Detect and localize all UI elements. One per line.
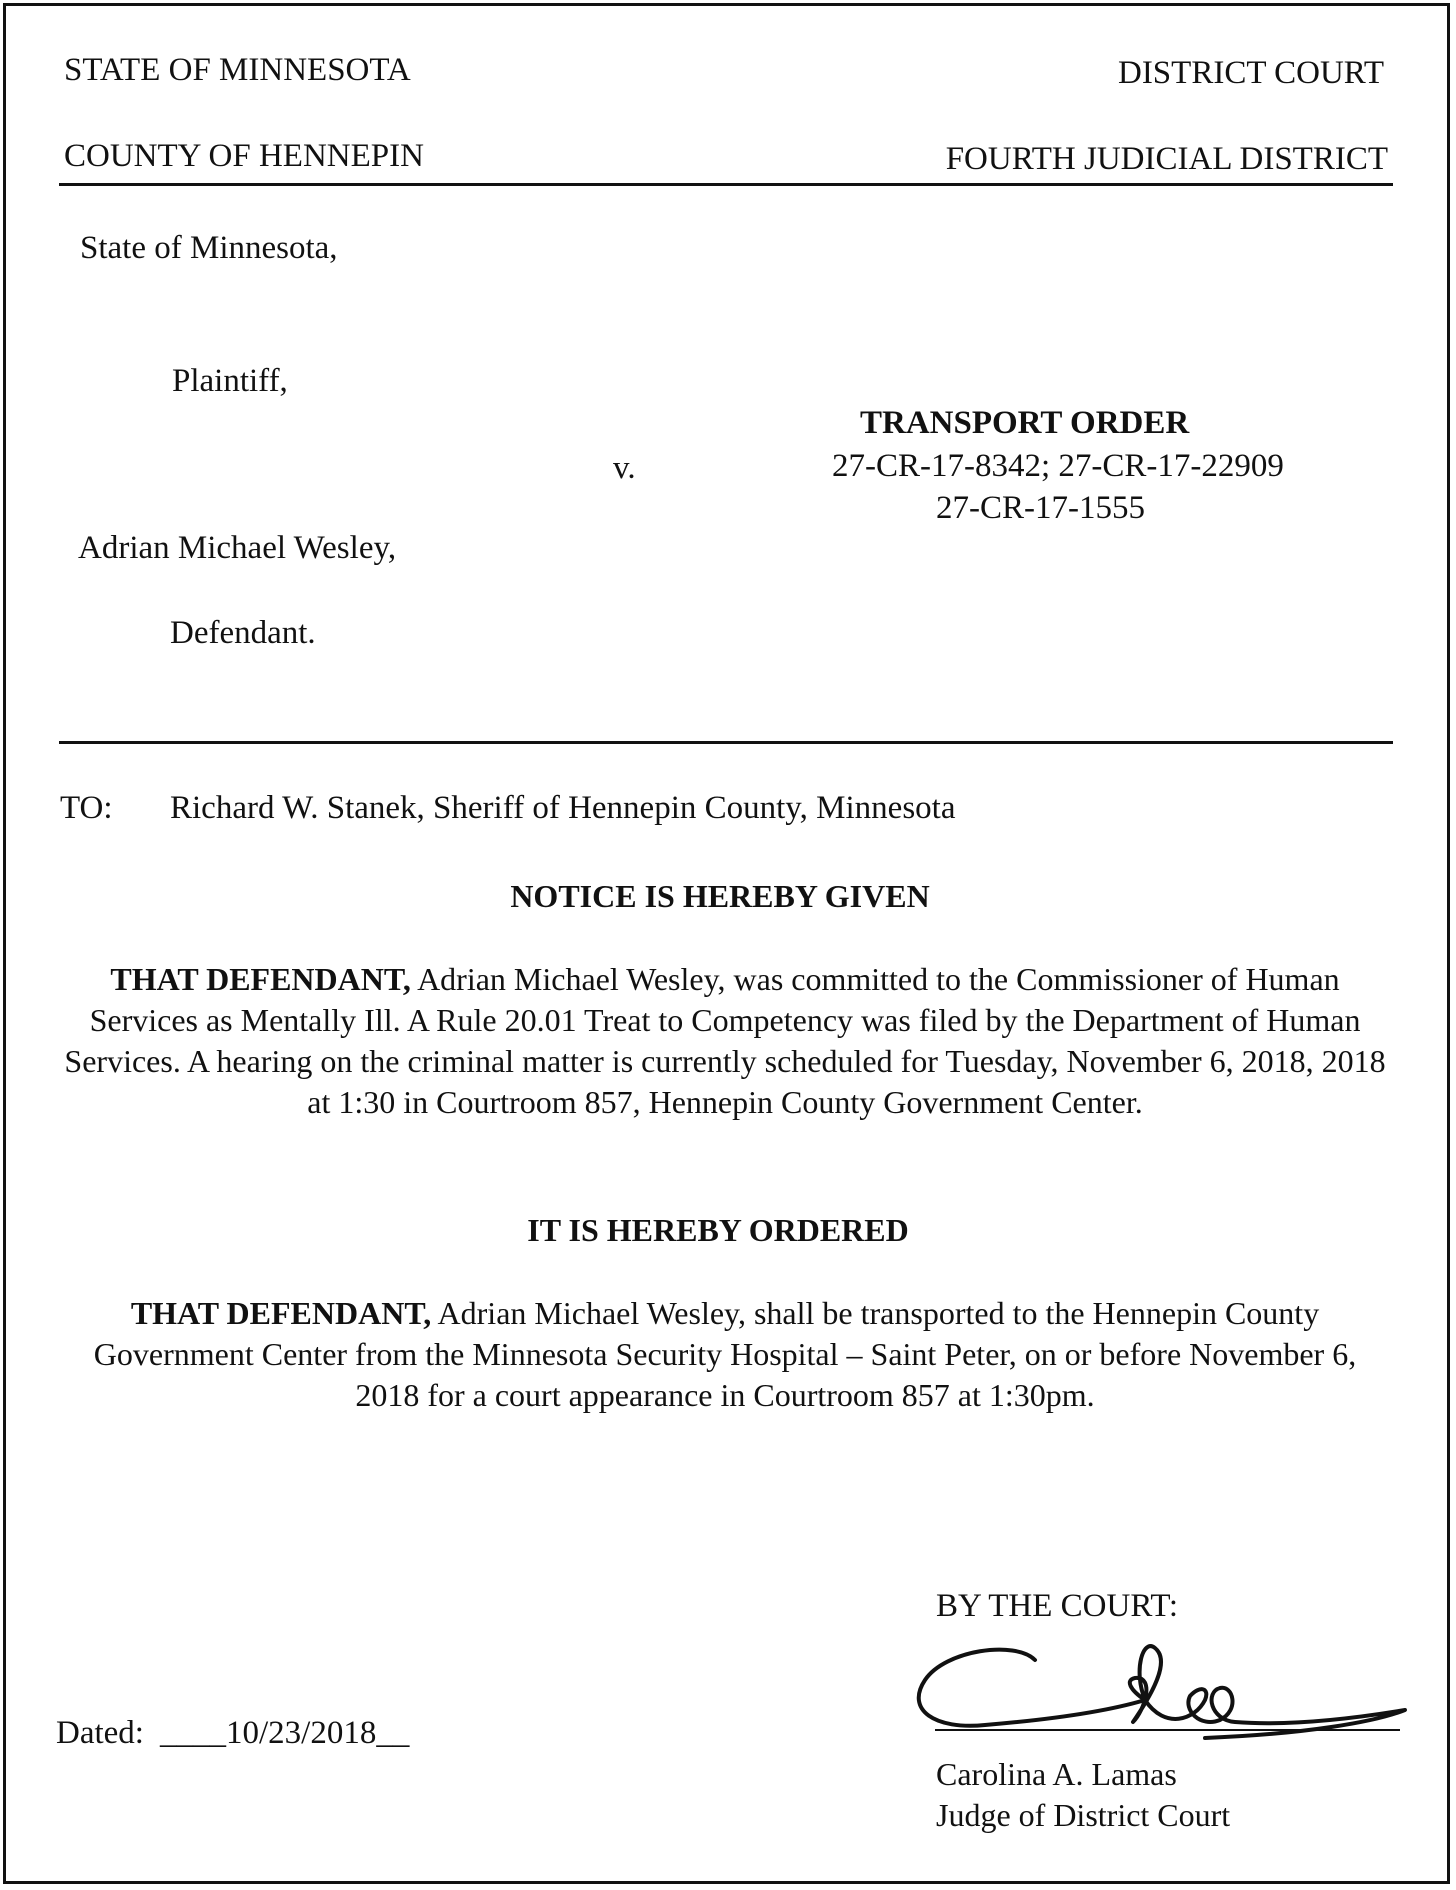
ordered-paragraph xyxy=(60,1293,1390,1416)
caption-county: COUNTY OF HENNEPIN xyxy=(64,138,424,174)
document-page xyxy=(3,3,1450,1884)
caption-court: DISTRICT COURT xyxy=(1117,55,1384,91)
dated-label: Dated: xyxy=(56,1715,144,1751)
plaintiff-role: Plaintiff, xyxy=(172,363,288,399)
ordered-lead: THAT DEFENDANT, xyxy=(130,1295,432,1331)
ordered-body: Adrian Michael Wesley, shall be transported to the Hennepin County Government Center from the Minnesota Security Hospital – Saint Peter, on or before November 6, 2018 for a court appearance in Courtroom 857 at 1:30pm. xyxy=(93,1295,1357,1413)
addressee-label: TO: xyxy=(60,790,113,826)
signature-line xyxy=(935,1729,1400,1731)
addressee-name: Richard W. Stanek, Sheriff of Hennepin County, Minnesota xyxy=(170,790,956,826)
judge-signature xyxy=(905,1630,1425,1750)
caption-district: FOURTH JUDICIAL DISTRICT xyxy=(945,141,1388,177)
defendant-role: Defendant. xyxy=(170,615,316,651)
dated-value: ____10/23/2018__ xyxy=(160,1715,410,1751)
judge-name: Carolina A. Lamas xyxy=(936,1756,1177,1792)
caption-rule xyxy=(59,183,1393,186)
plaintiff-name: State of Minnesota, xyxy=(80,230,338,266)
defendant-name: Adrian Michael Wesley, xyxy=(78,530,397,566)
parties-rule xyxy=(59,741,1393,744)
versus: v. xyxy=(613,450,636,486)
by-the-court: BY THE COURT: xyxy=(936,1588,1179,1624)
notice-body: Adrian Michael Wesley, was committed to the Commissioner of Human Services as Mentally Ill. A Rule 20.01 Treat to Competency was filed by the Department of Human Services. A hearing on the criminal matter is currently scheduled for Tuesday, November 6, 2018, 2018 at 1:30 in Courtroom 857, Hennepin County Government Center. xyxy=(64,961,1386,1120)
judge-title: Judge of District Court xyxy=(936,1797,1231,1833)
case-numbers-line1: 27-CR-17-8342; 27-CR-17-22909 xyxy=(832,448,1284,484)
caption-state: STATE OF MINNESOTA xyxy=(64,52,411,88)
order-title: TRANSPORT ORDER xyxy=(860,405,1190,441)
notice-lead: THAT DEFENDANT, xyxy=(110,961,411,997)
case-numbers-line2: 27-CR-17-1555 xyxy=(936,490,1145,526)
ordered-heading: IT IS HEREBY ORDERED xyxy=(527,1212,909,1248)
notice-heading: NOTICE IS HEREBY GIVEN xyxy=(510,878,930,914)
notice-paragraph xyxy=(60,959,1390,1123)
